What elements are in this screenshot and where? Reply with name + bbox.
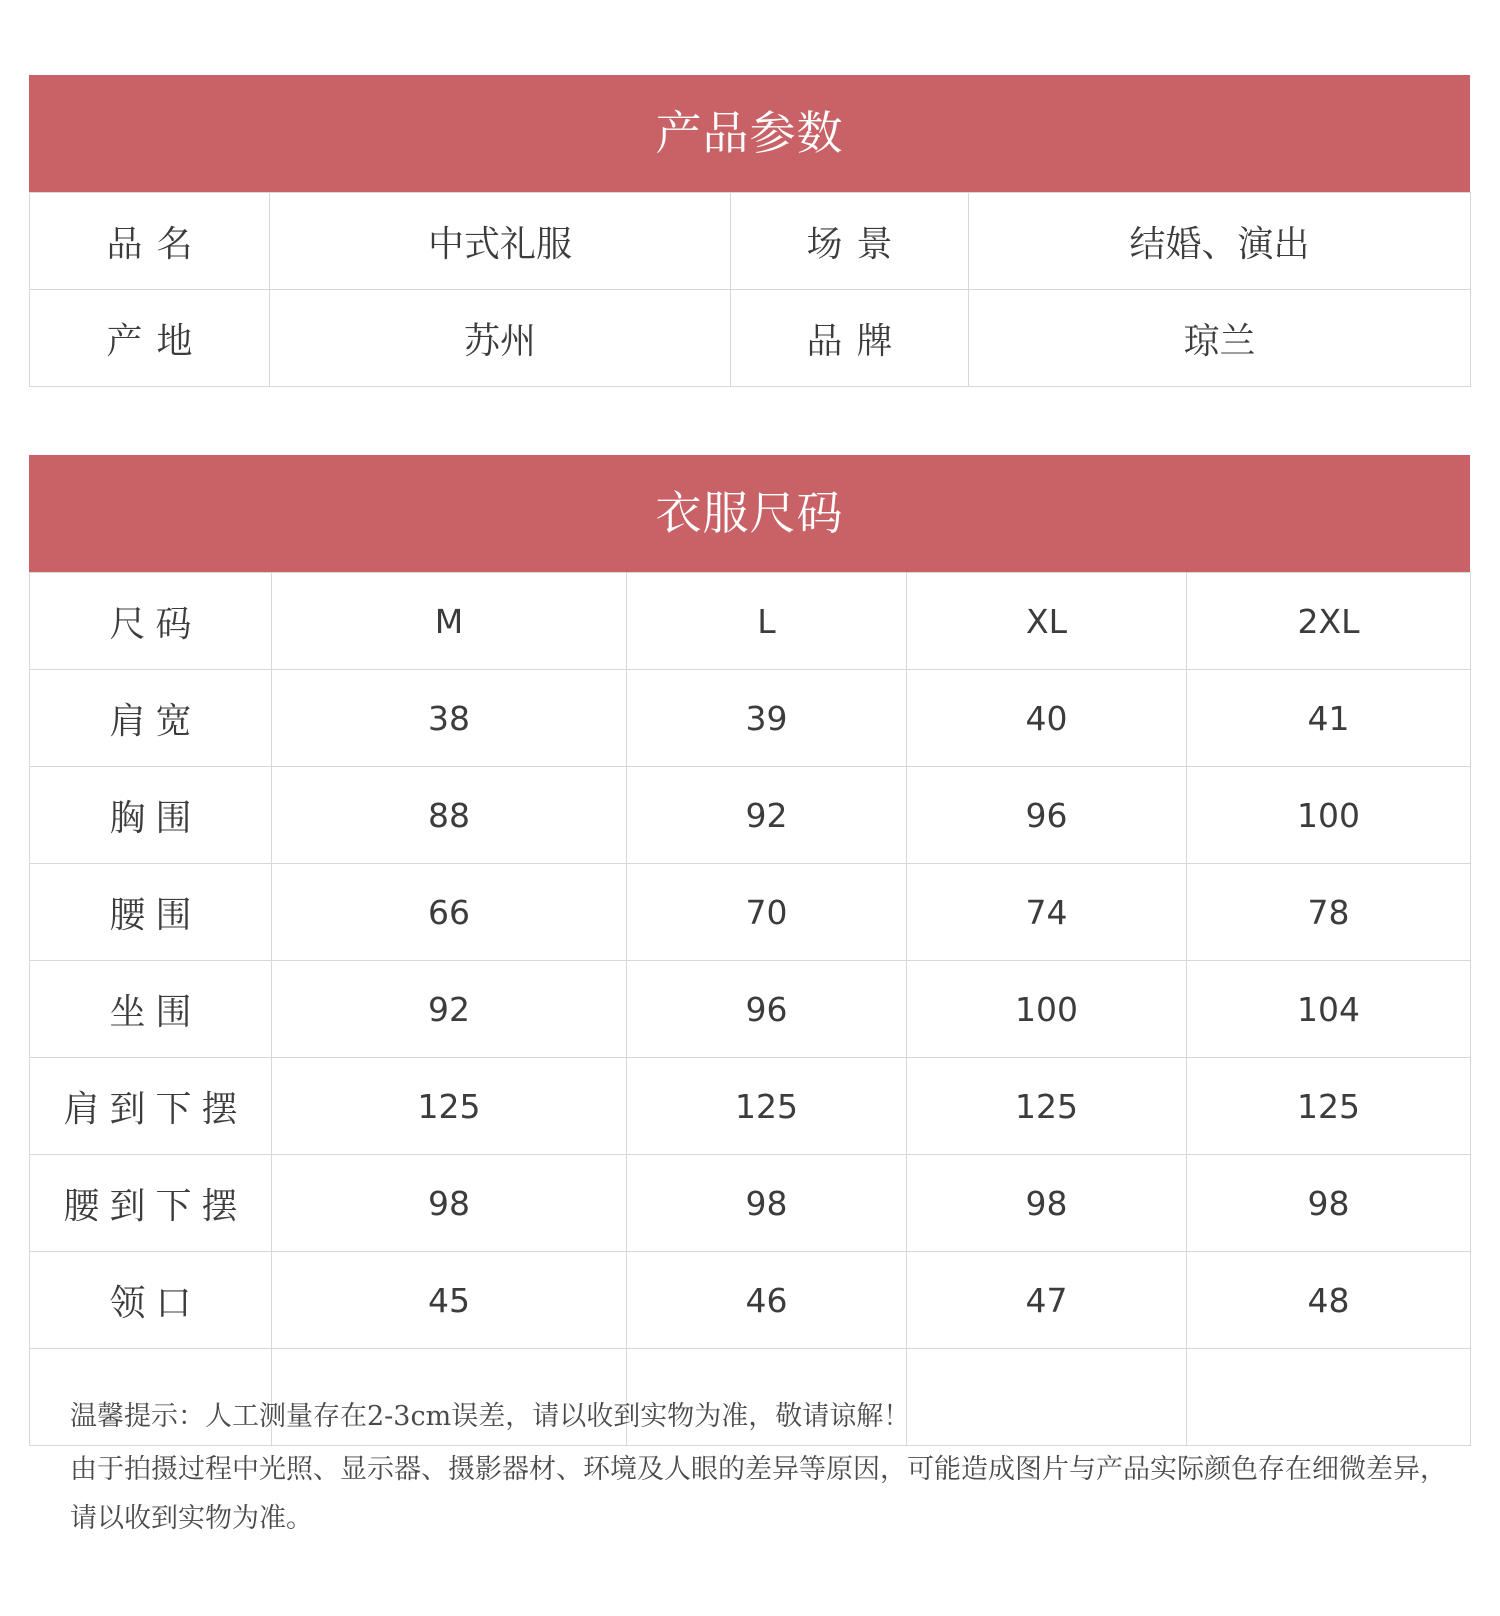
size-column-header: M bbox=[272, 573, 627, 670]
table-cell: 38 bbox=[272, 670, 627, 767]
color-note: 由于拍摄过程中光照、显示器、摄影器材、环境及人眼的差异等原因，可能造成图片与产品实际颜色存在细微差异，请以收到实物为准。 bbox=[70, 1454, 1447, 1534]
table-cell: 48 bbox=[1187, 1252, 1471, 1349]
row-label: 领口 bbox=[30, 1252, 272, 1349]
table-cell: 104 bbox=[1187, 961, 1471, 1058]
table-cell: 92 bbox=[272, 961, 627, 1058]
table-cell: 47 bbox=[907, 1252, 1187, 1349]
table-row bbox=[30, 193, 1471, 290]
table-cell: 45 bbox=[272, 1252, 627, 1349]
table-row bbox=[30, 864, 1471, 961]
row-label: 坐围 bbox=[30, 961, 272, 1058]
table-row bbox=[30, 290, 1471, 387]
notes-block bbox=[70, 1392, 1450, 1543]
table-cell: 39 bbox=[627, 670, 907, 767]
table-cell: 98 bbox=[1187, 1155, 1471, 1252]
param-value-brand: 琼兰 bbox=[969, 290, 1471, 387]
row-label: 腰到下摆 bbox=[30, 1155, 272, 1252]
table-cell: 40 bbox=[907, 670, 1187, 767]
row-label: 腰围 bbox=[30, 864, 272, 961]
param-label-brand: 品牌 bbox=[731, 290, 969, 387]
row-label: 肩到下摆 bbox=[30, 1058, 272, 1155]
size-header-label: 尺码 bbox=[30, 573, 272, 670]
param-value-name: 中式礼服 bbox=[270, 193, 731, 290]
row-label: 肩宽 bbox=[30, 670, 272, 767]
table-row bbox=[30, 767, 1471, 864]
product-params-title: 产品参数 bbox=[29, 75, 1470, 192]
param-value-origin: 苏州 bbox=[270, 290, 731, 387]
table-cell: 125 bbox=[907, 1058, 1187, 1155]
table-cell: 125 bbox=[627, 1058, 907, 1155]
size-chart-section bbox=[29, 455, 1470, 1446]
table-cell: 78 bbox=[1187, 864, 1471, 961]
table-row bbox=[30, 1058, 1471, 1155]
table-cell: 98 bbox=[627, 1155, 907, 1252]
param-label-origin: 产地 bbox=[30, 290, 270, 387]
param-value-scene: 结婚、演出 bbox=[969, 193, 1471, 290]
table-cell: 96 bbox=[907, 767, 1187, 864]
measurement-note: 温馨提示：人工测量存在2-3cm误差，请以收到实物为准，敬请谅解！ bbox=[70, 1401, 911, 1432]
table-row bbox=[30, 961, 1471, 1058]
size-column-header: L bbox=[627, 573, 907, 670]
table-cell: 74 bbox=[907, 864, 1187, 961]
size-column-header: XL bbox=[907, 573, 1187, 670]
table-cell: 70 bbox=[627, 864, 907, 961]
table-cell: 41 bbox=[1187, 670, 1471, 767]
size-chart-title: 衣服尺码 bbox=[29, 455, 1470, 572]
table-cell: 98 bbox=[272, 1155, 627, 1252]
product-params-table bbox=[29, 192, 1471, 387]
table-row bbox=[30, 1252, 1471, 1349]
table-cell: 100 bbox=[907, 961, 1187, 1058]
row-label: 胸围 bbox=[30, 767, 272, 864]
table-cell: 96 bbox=[627, 961, 907, 1058]
table-cell: 88 bbox=[272, 767, 627, 864]
size-column-header: 2XL bbox=[1187, 573, 1471, 670]
table-cell: 46 bbox=[627, 1252, 907, 1349]
param-label-scene: 场景 bbox=[731, 193, 969, 290]
table-cell: 100 bbox=[1187, 767, 1471, 864]
product-params-section bbox=[29, 75, 1470, 387]
table-cell: 125 bbox=[1187, 1058, 1471, 1155]
size-chart-table bbox=[29, 572, 1471, 1446]
table-cell: 66 bbox=[272, 864, 627, 961]
table-cell: 125 bbox=[272, 1058, 627, 1155]
size-header-row bbox=[30, 573, 1471, 670]
table-row bbox=[30, 1155, 1471, 1252]
param-label-name: 品名 bbox=[30, 193, 270, 290]
table-cell: 92 bbox=[627, 767, 907, 864]
table-cell: 98 bbox=[907, 1155, 1187, 1252]
table-row bbox=[30, 670, 1471, 767]
